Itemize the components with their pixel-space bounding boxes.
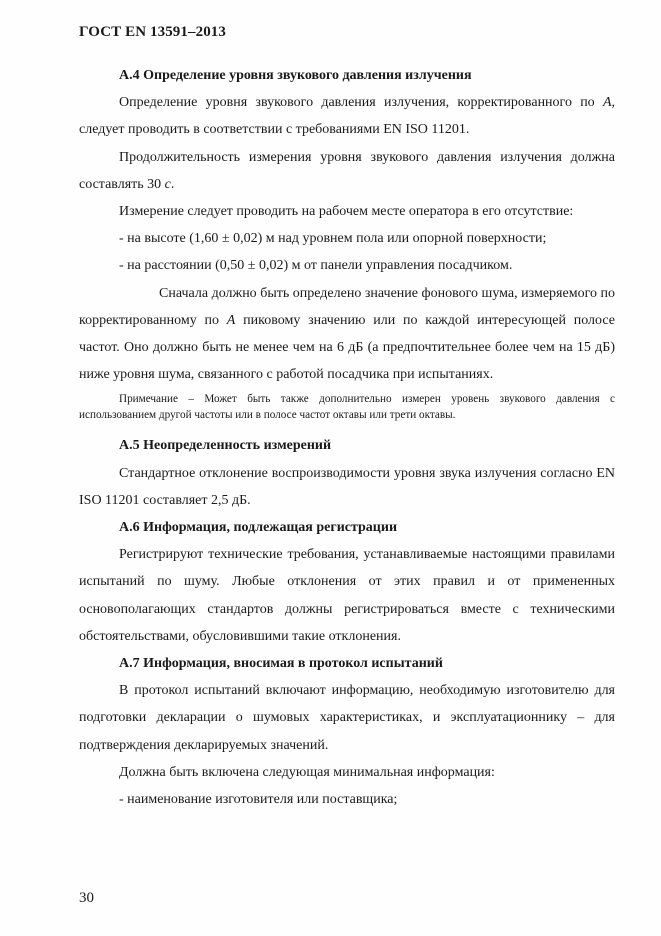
italic-text: с [164, 176, 171, 192]
section-a6-heading: А.6 Информация, подлежащая регистрации [119, 520, 398, 536]
list-item: - на высоте (1,60 ± 0,02) м над уровнем пола или опорной поверхности; [119, 231, 547, 247]
text-run: пиковому значению или по каждой интересующей полосе частот. Оно должно быть не менее чем на 6 дБ (а предпочтительнее более чем на 15 дБ) ниже уровня шума, связанного с работой посадчика при испытаниях. [79, 312, 615, 383]
text-run: , следует проводить в соответствии с требованиями EN ISO 11201. [79, 95, 615, 138]
section-a5-heading: А.5 Неопределенность измерений [119, 438, 332, 454]
document-body [79, 62, 615, 813]
section-a7-paragraph-1: В протокол испытаний включают информацию, необходимую изготовителю для подготовки декларации о шумовых характеристиках, и эксплуатационнику – для подтверждения декларируемых значений. [79, 683, 615, 753]
section-a4-paragraph-3: Измерение следует проводить на рабочем месте оператора в его отсутствие: [119, 204, 574, 220]
text-run: Определение уровня звукового давления излучения, корректированного по [119, 95, 603, 111]
section-a4-paragraph-4 [79, 280, 615, 389]
section-a6-paragraph-1: Регистрируют технические требования, устанавливаемые настоящими правилами испытаний по шуму. Любые отклонения от этих правил и от примененных основополагающих стандартов должны регистрироваться вместе с техническими обстоятельствами, обусловившими такие отклонения. [79, 547, 615, 644]
section-a7-paragraph-2: Должна быть включена следующая минимальная информация: [119, 764, 495, 780]
section-a4-heading: А.4 Определение уровня звукового давления излучения [119, 68, 472, 83]
section-a7-heading: А.7 Информация, вносимая в протокол испытаний [119, 656, 443, 672]
section-a4-paragraph-1 [79, 89, 615, 143]
list-item: - на расстоянии (0,50 ± 0,02) м от панели управления посадчиком. [119, 258, 513, 274]
section-a5-paragraph-1: Стандартное отклонение воспроизводимости уровня звука излучения согласно EN ISO 11201 составляет 2,5 дБ. [79, 465, 615, 508]
section-a4-note: Примечание – Может быть также дополнительно измерен уровень звукового давления с использованием другой частоты или в полосе частот октавы или трети октавы. [79, 393, 615, 421]
text-run: . [170, 176, 175, 192]
text-run: Продолжительность измерения уровня звукового давления излучения должна составлять 30 [79, 149, 615, 192]
text-run: Сначала должно быть определено значение фонового шума, измеряемого по корректированному по [79, 285, 615, 328]
document-header: ГОСТ EN 13591–2013 [79, 24, 226, 40]
italic-text: А [602, 95, 612, 111]
page-number: 30 [79, 890, 94, 906]
list-item: - наименование изготовителя или поставщика; [119, 792, 398, 808]
italic-text: А [226, 312, 236, 328]
section-a4-paragraph-2 [79, 144, 615, 198]
